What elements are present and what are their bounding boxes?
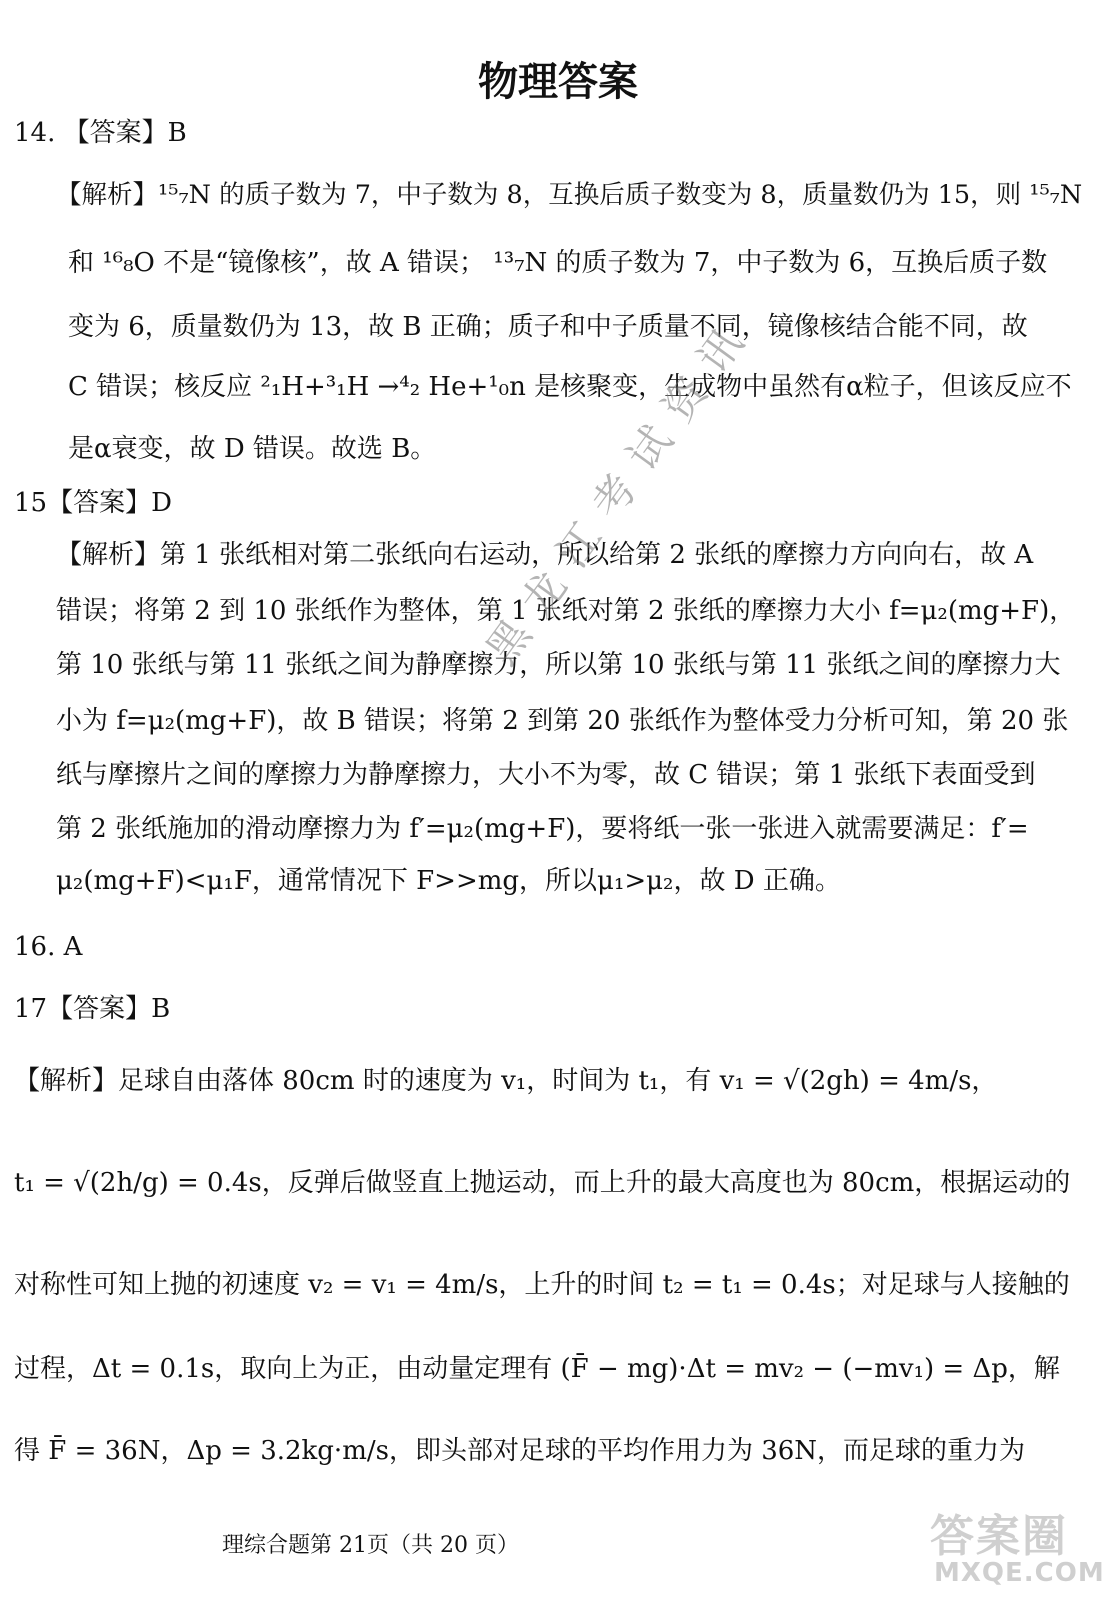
q15-analysis-line-4: 小为 f=μ₂(mg+F)，故 B 错误；将第 2 到第 20 张纸作为整体受力分析可知，第 20 张 (56, 706, 1069, 736)
q14-answer: 14. 【答案】B (14, 118, 187, 148)
q17-analysis-line-5: 得 F̄ = 36N，Δp = 3.2kg·m/s，即头部对足球的平均作用力为 36N，而足球的重力为 (14, 1436, 1026, 1466)
q15-analysis-line-2: 错误；将第 2 到 10 张纸作为整体，第 1 张纸对第 2 张纸的摩擦力大小 f=μ₂(mg+F)， (56, 596, 1076, 626)
q14-analysis-line-3: 变为 6，质量数仍为 13，故 B 正确；质子和中子质量不同，镜像核结合能不同，故 (68, 312, 1028, 342)
q16-answer: 16. A (14, 932, 83, 962)
q15-analysis-line-7: μ₂(mg+F)<μ₁F，通常情况下 F>>mg，所以μ₁>μ₂，故 D 正确。 (56, 866, 841, 896)
q15-analysis-line-6: 第 2 张纸施加的滑动摩擦力为 f′=μ₂(mg+F)，要将纸一张一张进入就需要满足：f′= (56, 814, 1029, 844)
q15-analysis-line-5: 纸与摩擦片之间的摩擦力为静摩擦力，大小不为零，故 C 错误；第 1 张纸下表面受到 (56, 760, 1036, 790)
q15-analysis-line-1: 【解析】第 1 张纸相对第二张纸向右运动，所以给第 2 张纸的摩擦力方向向右，故 A (56, 540, 1034, 570)
q14-analysis-line-5: 是α衰变，故 D 错误。故选 B。 (68, 434, 437, 464)
q14-analysis-line-2: 和 ¹⁶₈O 不是“镜像核”，故 A 错误； ¹³₇N 的质子数为 7，中子数为 6，互换后质子数 (68, 248, 1048, 278)
page-footer: 理综合题第 21页（共 20 页） (222, 1533, 519, 1558)
q17-analysis-line-3: 对称性可知上抛的初速度 v₂ = v₁ = 4m/s，上升的时间 t₂ = t₁ = 0.4s；对足球与人接触的 (14, 1270, 1070, 1300)
q15-answer: 15【答案】D (14, 488, 172, 518)
q14-analysis-line-1: 【解析】¹⁵₇N 的质子数为 7，中子数为 8，互换后质子数变为 8，质量数仍为 15，则 ¹⁵₇N (56, 180, 1083, 210)
q15-analysis-line-3: 第 10 张纸与第 11 张纸之间为静摩擦力，所以第 10 张纸与第 11 张纸之间的摩擦力大 (56, 650, 1061, 680)
q17-answer: 17【答案】B (14, 994, 171, 1024)
logo-domain-text: MXQE.COM (934, 1558, 1105, 1588)
q17-analysis-line-4: 过程，Δt = 0.1s，取向上为正，由动量定理有 (F̄ − mg)·Δt = mv₂ − (−mv₁) = Δp，解 (14, 1354, 1060, 1384)
logo-chinese-text: 答案圈 (930, 1511, 1068, 1562)
q17-analysis-line-2: t₁ = √(2h/g) = 0.4s，反弹后做竖直上抛运动，而上升的最大高度也为 80cm，根据运动的 (14, 1168, 1071, 1198)
watermark-text: 黑龙江考试资讯 (476, 304, 763, 674)
page-title: 物理答案 (478, 59, 638, 105)
site-logo (930, 1500, 1110, 1596)
q17-analysis-line-1: 【解析】足球自由落体 80cm 时的速度为 v₁，时间为 t₁，有 v₁ = √(2gh) = 4m/s， (14, 1066, 998, 1096)
q14-analysis-line-4: C 错误；核反应 ²₁H+³₁H →⁴₂ He+¹₀n 是核聚变，生成物中虽然有α粒子，但该反应不 (68, 372, 1072, 402)
